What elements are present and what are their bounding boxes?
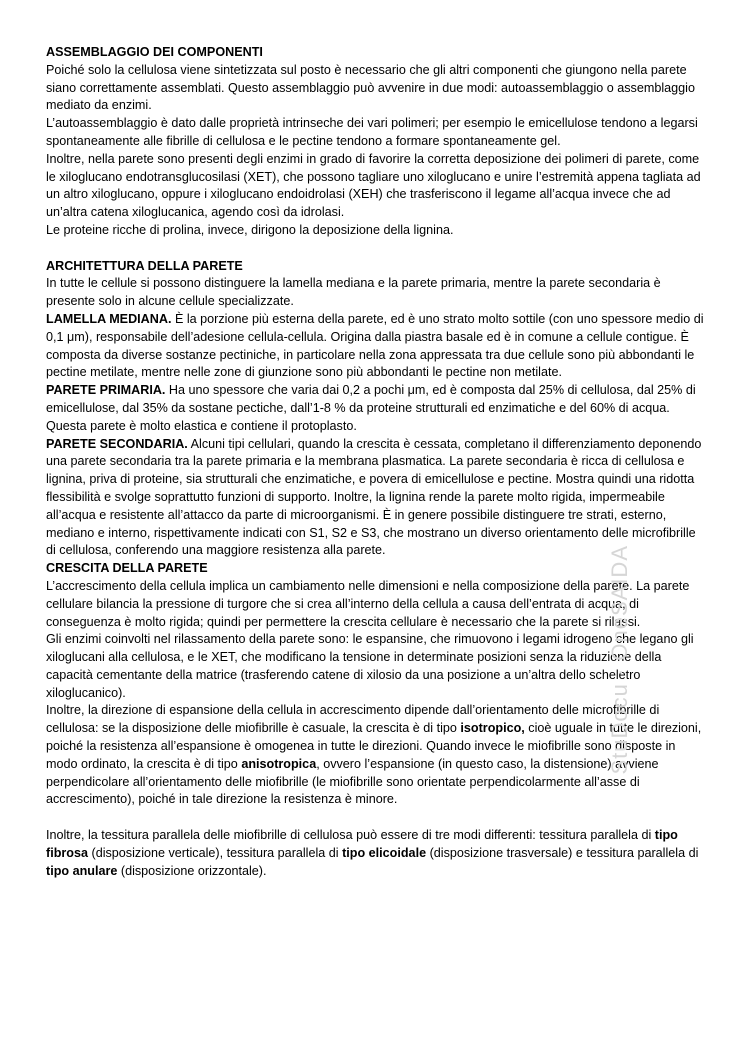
text-run: (disposizione verticale), tessitura parallela di xyxy=(88,845,343,860)
paragraph xyxy=(46,827,706,880)
watermark-text: StuDocu · OneSAIDA xyxy=(607,545,632,775)
term-text: Alcuni tipi cellulari, quando la crescita è cessata, completano il differenziamento deponendo una parete secondaria tra la parete primaria e la membrana plasmatica. La parete secondaria è ricca di cellulosa e lignina, priva di proteine, sia strutturali che enzimatiche, e povera di emicellulose e pectine. Mostra quindi una ridotta flessibilità e svolge soprattutto funzioni di supporto. Inoltre, la lignina rende la parete molto rigida, impermeabile all’acqua e resistente all’attacco da parte di microorganismi. È in genere possibile distinguere tre strati, esterno, mediano e interno, rispettivamente indicati con S1, S2 e S3, che mostrano un diverso orientamento delle microfibrille di cellulosa, conferendo una maggiore resistenza alla parete. xyxy=(46,436,702,558)
bold-term: tipo fibrosa xyxy=(46,828,678,860)
text-run: (disposizione orizzontale). xyxy=(117,863,267,878)
bold-term: isotropico, xyxy=(460,721,525,736)
paragraph: Gli enzimi coinvolti nel rilassamento della parete sono: le espansine, che rimuovono i legami idrogeno che legano gli xiloglucani alla cellulosa, e le XET, che modificano la tensione in determinate posizioni senza la riduzione della capacità cementante della matrice (trasferendo catene di xilosio da una posizione a un’altra dello scheletro xiloglucanico). xyxy=(46,632,694,700)
bold-term: tipo elicoidale xyxy=(342,845,427,860)
spacer xyxy=(46,240,706,258)
spacer xyxy=(46,809,706,827)
bold-term: tipo anulare xyxy=(46,863,118,878)
text-run: , ovvero l’espansione (in questo caso, la distensione) avviene perpendicolare all’orientamento delle miofibrille (le miofibrille sono orientate perpendicolarmente all’asse di accrescimento), poiché in tale direzione la resistenza è minore. xyxy=(46,756,659,807)
paragraph: In tutte le cellule si possono distinguere la lamella mediana e la parete primaria, mentre la parete secondaria è presente solo in alcune cellule specializzate. xyxy=(46,276,661,309)
term-text: Ha uno spessore che varia dai 0,2 a pochi μm, ed è composta dal 25% di cellulosa, dal 25% di emicellulose, dal 35% da sostane pectiche, dall’1-8 % da proteine strutturali ed enzimatiche e del 60% di acqua. Questa parete è molto elastica e contiene il protoplasto. xyxy=(46,383,696,433)
paragraph xyxy=(46,702,706,809)
term-label: PARETE PRIMARIA. xyxy=(46,383,166,398)
paragraph-parete-primaria xyxy=(46,382,706,435)
term-label: PARETE SECONDARIA. xyxy=(46,436,188,451)
paragraph: L’accrescimento della cellula implica un cambiamento nelle dimensioni e nella composizione della parete. La parete cellulare bilancia la pressione di turgore che si crea all’interno della cellula a causa dell’entrata di acqua, di conseguenza è molto rigida; quindi per permettere la crescita cellulare è necessario che la parete si rilassi. xyxy=(46,578,690,629)
term-text: È la porzione più esterna della parete, ed è uno strato molto sottile (con uno spessore medio di 0,1 μm), responsabile dell’adesione cellula-cellula. Origina dalla piastra basale ed è in comune a cellule contigue. È composta da diverse sostanze pectiniche, in particolare nella zona appressata tra due cellule sono più abbondanti le pectine metilate, mentre nelle zone di giunzione sono più abbondanti le pectine non metilate. xyxy=(46,311,704,380)
text-run: cioè uguale in tutte le direzioni, poiché la resistenza all’espansione è omogenea in tutte le direzioni. Quando invece le miofibrille sono disposte in modo ordinato, la crescita è di tipo xyxy=(46,721,702,771)
paragraph: Poiché solo la cellulosa viene sintetizzata sul posto è necessario che gli altri componenti che giungono nella parete siano correttamente assemblati. Questo assemblaggio può avvenire in due modi: autoassemblaggio o assemblaggio mediato da enzimi. xyxy=(46,62,695,113)
document-page xyxy=(46,44,706,880)
paragraph: L’autoassemblaggio è dato dalle proprietà intrinseche dei vari polimeri; per esempio le emicellulose tendono a legarsi spontaneamente alle fibrille di cellulosa e le pectine tendono a formare spontaneamente gel. xyxy=(46,116,698,148)
section-heading-architettura: ARCHITETTURA DELLA PARETE xyxy=(46,258,243,273)
text-run: Inoltre, la direzione di espansione della cellula in accrescimento dipende dall’orientamento delle microfibrille di cellulosa: se la disposizione delle miofibrille è casuale, la crescita è di tipo xyxy=(46,703,660,736)
text-run: Inoltre, la tessitura parallela delle miofibrille di cellulosa può essere di tre modi differenti: tessitura parallela di xyxy=(46,828,655,843)
paragraph-lamella-mediana xyxy=(46,311,706,382)
term-label: LAMELLA MEDIANA. xyxy=(46,311,172,326)
section-heading-assemblaggio: ASSEMBLAGGIO DEI COMPONENTI xyxy=(46,45,263,59)
section-heading-crescita: CRESCITA DELLA PARETE xyxy=(46,561,208,576)
text-run: (disposizione trasversale) e tessitura parallela di xyxy=(426,845,699,860)
paragraph: Inoltre, nella parete sono presenti degli enzimi in grado di favorire la corretta deposizione dei polimeri di parete, come le xiloglucano endotransglucosilasi (XET), che possono tagliare uno xiloglucano e unire l’estremità appena tagliata ad un altro xiloglucano, oppure i xiloglucano endoidrolasi (XEH) che trasferiscono il legame all’acqua invece che ad un’altra catena xiloglucanica, agendo così da idrolasi. xyxy=(46,151,701,220)
bold-term: anisotropica xyxy=(241,756,317,771)
paragraph: Le proteine ricche di prolina, invece, dirigono la deposizione della lignina. xyxy=(46,222,454,237)
paragraph-parete-secondaria xyxy=(46,436,706,561)
